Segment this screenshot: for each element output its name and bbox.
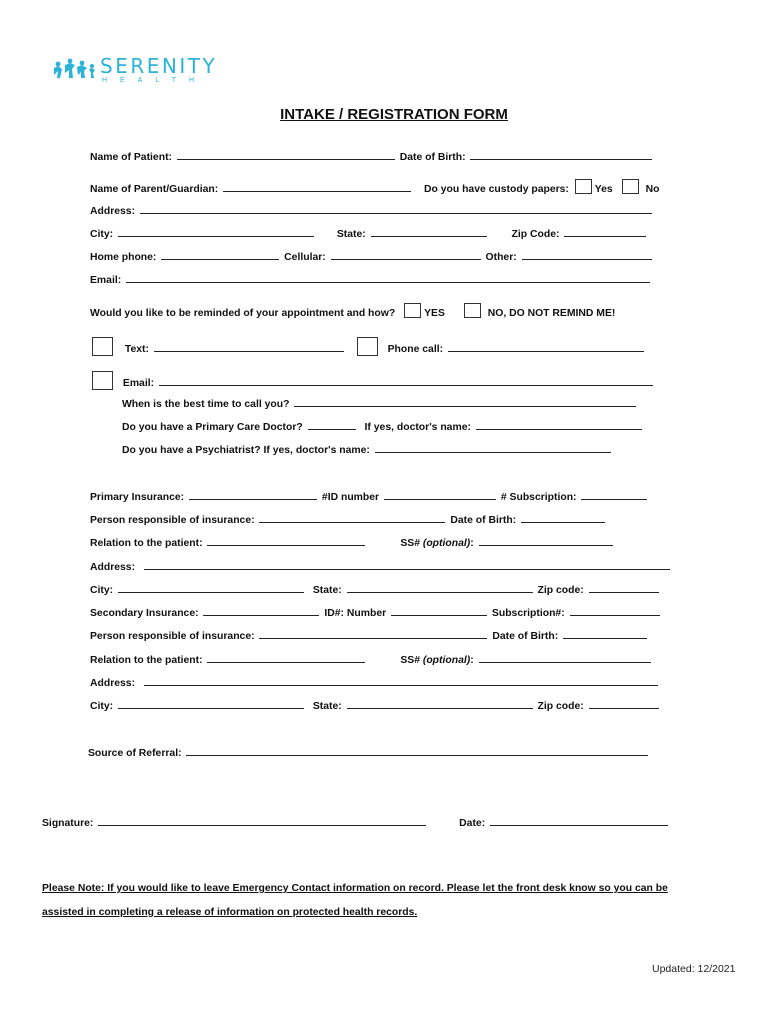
primary-relation-field[interactable] — [207, 534, 365, 546]
city-label: City: — [90, 229, 114, 240]
guardian-row — [90, 179, 659, 197]
custody-yes-label: Yes — [594, 184, 613, 195]
patient-name-field[interactable] — [177, 148, 395, 160]
cellular-label: Cellular: — [284, 252, 326, 263]
best-time-row — [122, 395, 638, 412]
primary-city-field[interactable] — [118, 581, 304, 593]
best-time-field[interactable] — [294, 395, 636, 407]
primary-responsible-row — [90, 511, 607, 528]
updated-date: Updated: 12/2021 — [652, 963, 736, 975]
zip-field[interactable] — [564, 225, 646, 237]
secondary-ss-field[interactable] — [479, 651, 651, 663]
state-label: State: — [336, 229, 366, 240]
secondary-zip-label: Zip code: — [537, 701, 584, 712]
secondary-subscription-field[interactable] — [570, 604, 660, 616]
primary-insurance-label: Primary Insurance: — [90, 492, 185, 503]
primary-id-field[interactable] — [384, 488, 496, 500]
primary-ss-optional: (optional) — [422, 538, 471, 549]
secondary-responsible-row — [90, 627, 649, 644]
referral-field[interactable] — [186, 744, 648, 756]
state-field[interactable] — [371, 225, 487, 237]
secondary-insurance-field[interactable] — [203, 604, 319, 616]
primary-ss-colon: : — [470, 538, 474, 549]
primary-dob-label: Date of Birth: — [450, 515, 517, 526]
secondary-ss-optional: (optional) — [422, 655, 471, 666]
primary-ss-label: SS# — [400, 538, 420, 549]
reminder-no-label: NO, DO NOT REMIND ME! — [487, 308, 616, 319]
reminder-email-checkbox[interactable] — [92, 371, 113, 390]
logo-sub-text: HEALTH — [102, 77, 208, 84]
secondary-address-row — [90, 674, 660, 691]
secondary-responsible-field[interactable] — [259, 627, 487, 639]
email-field[interactable] — [126, 271, 650, 283]
pcp-doctor-label: If yes, doctor's name: — [364, 422, 471, 433]
patient-dob-field[interactable] — [470, 148, 652, 160]
secondary-subscription-label: Subscription#: — [491, 608, 565, 619]
signature-label: Signature: — [42, 818, 94, 829]
primary-relation-row — [90, 534, 615, 551]
signature-field[interactable] — [98, 814, 426, 826]
secondary-responsible-label: Person responsible of insurance: — [90, 631, 255, 642]
other-field[interactable] — [522, 248, 652, 260]
secondary-city-row — [90, 697, 661, 714]
reminder-phone-checkbox[interactable] — [357, 337, 378, 356]
reminder-phone-label: Phone call: — [387, 344, 444, 355]
logo-figures-icon — [52, 56, 96, 82]
reminder-email-row — [92, 371, 655, 391]
primary-city-label: City: — [90, 585, 114, 596]
pcp-answer-field[interactable] — [308, 418, 356, 430]
secondary-address-label: Address: — [90, 678, 136, 689]
best-time-label: When is the best time to call you? — [122, 399, 290, 410]
primary-address-label: Address: — [90, 562, 136, 573]
primary-dob-field[interactable] — [521, 511, 605, 523]
secondary-city-field[interactable] — [118, 697, 304, 709]
signature-date-field[interactable] — [490, 814, 668, 826]
primary-subscription-label: # Subscription: — [500, 492, 577, 503]
patient-name-row — [90, 148, 654, 165]
psych-doctor-field[interactable] — [375, 441, 611, 453]
primary-ss-field[interactable] — [479, 534, 613, 546]
address-row — [90, 202, 654, 219]
psych-row — [122, 441, 613, 458]
address-field[interactable] — [140, 202, 652, 214]
secondary-id-label: ID#: Number — [324, 608, 387, 619]
reminder-text-checkbox[interactable] — [92, 337, 113, 356]
reminder-yes-label: YES — [424, 308, 445, 319]
serenity-logo — [52, 52, 222, 88]
emergency-note-line2: assisted in completing a release of information on protected health records. — [42, 907, 418, 918]
secondary-address-field[interactable] — [144, 674, 658, 686]
primary-address-field[interactable] — [144, 558, 670, 570]
secondary-ss-colon: : — [470, 655, 474, 666]
cellular-field[interactable] — [331, 248, 481, 260]
pcp-question: Do you have a Primary Care Doctor? — [122, 422, 303, 433]
secondary-ss-label: SS# — [400, 655, 420, 666]
emergency-note-line1: Please Note: If you would like to leave Emergency Contact information on record. Please let the front desk know so you can be — [42, 883, 668, 894]
pcp-row — [122, 418, 644, 435]
reminder-text-label: Text: — [124, 344, 149, 355]
primary-subscription-field[interactable] — [581, 488, 647, 500]
secondary-state-label: State: — [312, 701, 342, 712]
reminder-no-checkbox[interactable] — [464, 303, 481, 318]
reminder-email-label: Email: — [122, 378, 155, 389]
guardian-field[interactable] — [223, 180, 411, 192]
referral-row — [88, 744, 650, 761]
text-phone-row — [92, 337, 646, 357]
reminder-text-field[interactable] — [154, 340, 344, 352]
home-phone-label: Home phone: — [90, 252, 157, 263]
address-label: Address: — [90, 206, 136, 217]
secondary-relation-label: Relation to the patient: — [90, 655, 203, 666]
primary-responsible-field[interactable] — [259, 511, 445, 523]
signature-row — [42, 814, 670, 831]
phone-row — [90, 248, 654, 265]
primary-zip-field[interactable] — [589, 581, 659, 593]
home-phone-field[interactable] — [161, 248, 279, 260]
zip-label: Zip Code: — [511, 229, 560, 240]
email-label: Email: — [90, 275, 122, 286]
primary-insurance-row — [90, 488, 649, 505]
secondary-relation-field[interactable] — [207, 651, 365, 663]
custody-label: Do you have custody papers: — [423, 184, 569, 195]
custody-no-checkbox[interactable] — [622, 179, 639, 194]
reminder-row — [90, 303, 615, 321]
secondary-relation-row — [90, 651, 653, 668]
email-row — [90, 271, 652, 288]
primary-insurance-field[interactable] — [189, 488, 317, 500]
secondary-city-label: City: — [90, 701, 114, 712]
primary-zip-label: Zip code: — [537, 585, 584, 596]
primary-responsible-label: Person responsible of insurance: — [90, 515, 255, 526]
psych-question: Do you have a Psychiatrist? If yes, doctor's name: — [122, 445, 370, 456]
reminder-question: Would you like to be reminded of your appointment and how? — [90, 308, 396, 319]
primary-state-label: State: — [312, 585, 342, 596]
other-label: Other: — [485, 252, 517, 263]
logo-brand-text: SERENITY — [100, 54, 218, 78]
referral-label: Source of Referral: — [88, 748, 182, 759]
secondary-id-field[interactable] — [391, 604, 487, 616]
custody-no-label: No — [645, 184, 660, 195]
primary-city-row — [90, 581, 661, 598]
city-field[interactable] — [118, 225, 314, 237]
custody-yes-checkbox[interactable] — [575, 179, 592, 194]
secondary-dob-field[interactable] — [563, 627, 647, 639]
signature-date-label: Date: — [459, 818, 486, 829]
primary-relation-label: Relation to the patient: — [90, 538, 203, 549]
reminder-email-field[interactable] — [159, 374, 653, 386]
city-state-zip-row — [90, 225, 648, 242]
patient-name-label: Name of Patient: — [90, 152, 172, 163]
primary-state-field[interactable] — [347, 581, 533, 593]
reminder-yes-checkbox[interactable] — [404, 303, 421, 318]
form-title: INTAKE / REGISTRATION FORM — [280, 106, 508, 123]
reminder-phone-field[interactable] — [448, 340, 644, 352]
patient-dob-label: Date of Birth: — [399, 152, 466, 163]
primary-address-row — [90, 558, 672, 575]
secondary-dob-label: Date of Birth: — [492, 631, 559, 642]
secondary-insurance-label: Secondary Insurance: — [90, 608, 199, 619]
secondary-state-field[interactable] — [347, 697, 533, 709]
pcp-doctor-field[interactable] — [476, 418, 642, 430]
primary-id-label: #ID number — [321, 492, 380, 503]
secondary-insurance-row — [90, 604, 662, 621]
guardian-label: Name of Parent/Guardian: — [90, 184, 219, 195]
secondary-zip-field[interactable] — [589, 697, 659, 709]
